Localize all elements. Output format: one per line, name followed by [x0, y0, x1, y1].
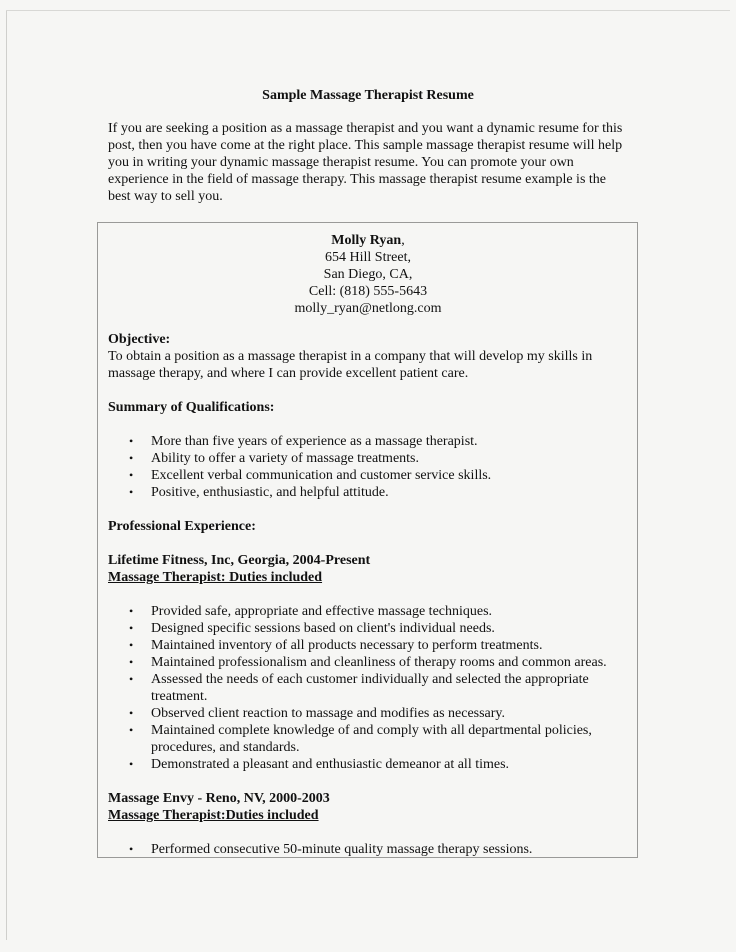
resume-body [108, 331, 628, 858]
candidate-name: Molly Ryan [331, 233, 402, 248]
intro-paragraph: If you are seeking a position as a massage therapist and you want a dynamic resume for this post, then you have come at the right place. This sample massage therapist resume will help you in writing your dynamic massage therapist resume. You can promote your own experience in the field of massage therapy. This massage therapist resume example is the best way to sell you. [108, 121, 623, 204]
list-item: • Assessed the needs of each customer individually and selected the appropriate treatment. [108, 671, 628, 705]
page-title: Sample Massage Therapist Resume [262, 88, 474, 103]
job-employer: Massage Envy - Reno, NV, 2000-2003 [108, 791, 330, 806]
street-address: 654 Hill Street, [325, 250, 411, 265]
list-item: • Designed specific sessions based on client's individual needs. [108, 620, 628, 637]
phone-number: Cell: (818) 555-5643 [308, 284, 428, 299]
job-role: Massage Therapist:Duties included [108, 808, 319, 823]
duties-list [108, 603, 628, 773]
list-item: • Observed client reaction to massage and modifies as necessary. [108, 705, 628, 722]
list-item: • Performed consecutive 50-minute quality massage therapy sessions. [108, 841, 628, 858]
duties-list [108, 841, 628, 858]
qualifications-heading: Summary of Qualifications: [108, 400, 275, 415]
qualifications-list [108, 433, 628, 501]
list-item: • More than five years of experience as a massage therapist. [108, 433, 628, 450]
list-item: • Maintained complete knowledge of and comply with all departmental policies, procedures, and standards. [108, 722, 628, 756]
list-item: • Ability to offer a variety of massage treatments. [108, 450, 628, 467]
scan-edge [6, 10, 730, 11]
job-employer: Lifetime Fitness, Inc, Georgia, 2004-Present [108, 553, 371, 568]
objective-text: To obtain a position as a massage therapist in a company that will develop my skills in massage therapy, and where I can provide excellent patient care. [108, 349, 593, 381]
list-item: • Demonstrated a pleasant and enthusiastic demeanor at all times. [108, 756, 628, 773]
contact-block [0, 232, 736, 317]
objective-heading: Objective: [108, 332, 171, 347]
name-suffix: , [401, 233, 405, 248]
list-item: • Provided safe, appropriate and effective massage techniques. [108, 603, 628, 620]
list-item: • Maintained inventory of all products necessary to perform treatments. [108, 637, 628, 654]
city-state: San Diego, CA, [323, 267, 413, 282]
email-address: molly_ryan@netlong.com [294, 301, 442, 316]
list-item: • Maintained professionalism and cleanliness of therapy rooms and common areas. [108, 654, 628, 671]
list-item: • Excellent verbal communication and customer service skills. [108, 467, 628, 484]
scan-edge [6, 10, 7, 940]
list-item: • Positive, enthusiastic, and helpful attitude. [108, 484, 628, 501]
experience-heading: Professional Experience: [108, 519, 256, 534]
job-role: Massage Therapist: Duties included [108, 570, 323, 585]
